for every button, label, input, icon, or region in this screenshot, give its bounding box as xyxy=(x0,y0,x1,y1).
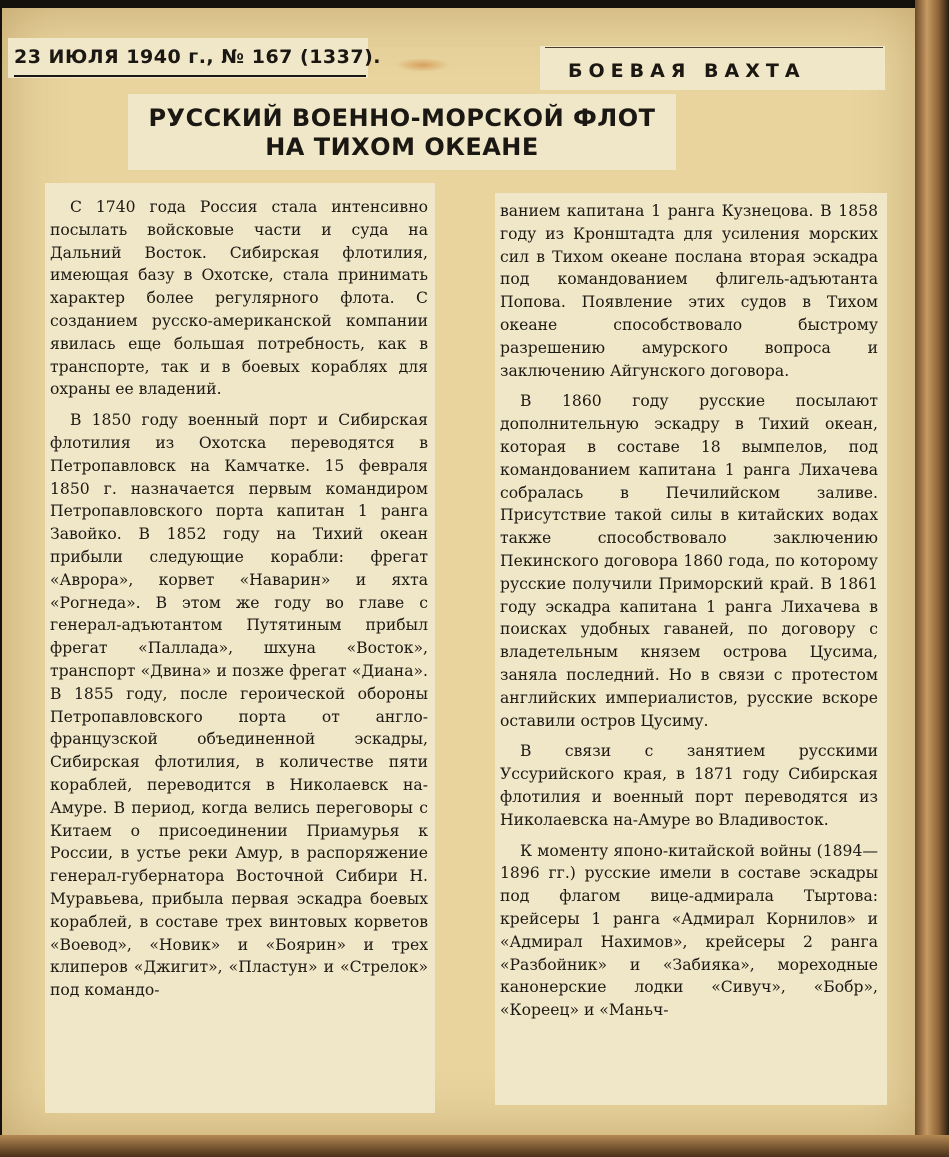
header-underline xyxy=(14,75,366,77)
article-title-line-2: НА ТИХОМ ОКЕАНЕ xyxy=(265,133,539,161)
article-column-right xyxy=(500,200,878,1030)
issue-date: 23 ИЮЛЯ 1940 г., № 167 (1337). xyxy=(14,46,381,68)
paragraph: К моменту японо-китайской войны (1894—1896 гг.) русские имели в составе эскадры под флагом вице-адмирала Тыртова: крейсеры 1 ранга «Адмирал Корнилов» и «Адмирал Нахимов», крейсеры 2 ранга «Разбойник» и «Забияка», мореходные канонерские лодки «Сивуч», «Бобр», «Кореец» и «Маньч- xyxy=(500,841,878,1020)
page-bottom-edge xyxy=(0,1135,949,1157)
paragraph: ванием капитана 1 ранга Кузнецова. В 1858 году из Кронштадта для усиления морских сил в Тихом океане послана вторая эскадра под командованием флигель-адъютанта Попова. Появление этих судов в Тихом океане способствовало быстрому разрешению амурского вопроса и заключению Айгунского договора. xyxy=(500,202,878,380)
ink-stain xyxy=(395,58,450,72)
newspaper-name: БОЕВАЯ ВАХТА xyxy=(568,60,806,82)
article-title-line-1: РУССКИЙ ВОЕННО-МОРСКОЙ ФЛОТ xyxy=(148,104,656,132)
paragraph: В 1860 году русские посылают дополнительную эскадру в Тихий океан, которая в составе 18 вымпелов, под командованием капитана 1 ранга Лихачева собралась в Печилийском заливе. Присутствие такой силы в китайских водах также способствовало заключению Пекинского договора 1860 года, по которому русские получили Приморский край. В 1861 году эскадра капитана 1 ранга Лихачева в поисках удобных гаваней, по договору с владетельным князем острова Цусима, заняла последний. Но в связи с протестом английских империалистов, русские вскоре оставили остров Цусиму. xyxy=(500,392,878,730)
paragraph: В связи с занятием русскими Уссурийского края, в 1871 году Сибирская флотилия и военный порт переводятся из Николаевска на-Амуре во Владивосток. xyxy=(500,742,878,829)
page-edge xyxy=(915,0,949,1157)
paragraph: С 1740 года Россия стала интенсивно посылать войсковые части и суда на Дальний Восток. Сибирская флотилия, имеющая базу в Охотске, стала принимать характер более регулярного флота. С созданием русско-американской компании явилась еще большая потребность, как в транспорте, так и в боевых кораблях для охраны ее владений. xyxy=(50,198,428,399)
article-column-left xyxy=(50,196,428,1010)
header-rule xyxy=(545,47,883,48)
paragraph: В 1850 году военный порт и Сибирская флотилия из Охотска переводятся в Петропавловск на Камчатке. 15 февраля 1850 г. назначается первым командиром Петропавловского порта капитан 1 ранга Завойко. В 1852 году на Тихий океан прибыли следующие корабли: фрегат «Аврора», корвет «Наварин» и яхта «Рогнеда». В этом же году во главе с генерал-адъютантом Путятиным прибыл фрегат «Паллада», шхуна «Восток», транспорт «Двина» и позже фрегат «Диана». В 1855 году, после героической обороны Петропавловского порта от англо-французской объединенной эскадры, Сибирская флотилия, в количестве пяти кораблей, переводится в Николаевск на-Амуре. В период, когда велись переговоры с Китаем о присоединении Приамурья к России, в устье реки Амур, в распоряжение генерал-губернатора Восточной Сибири Н. Муравьева, прибыла первая эскадра боевых кораблей, в составе трех винтовых корветов «Воевод», «Новик» и «Боярин» и трех клиперов «Джигит», «Пластун» и «Стрелок» под командо- xyxy=(50,411,428,1000)
article-title xyxy=(128,104,676,162)
